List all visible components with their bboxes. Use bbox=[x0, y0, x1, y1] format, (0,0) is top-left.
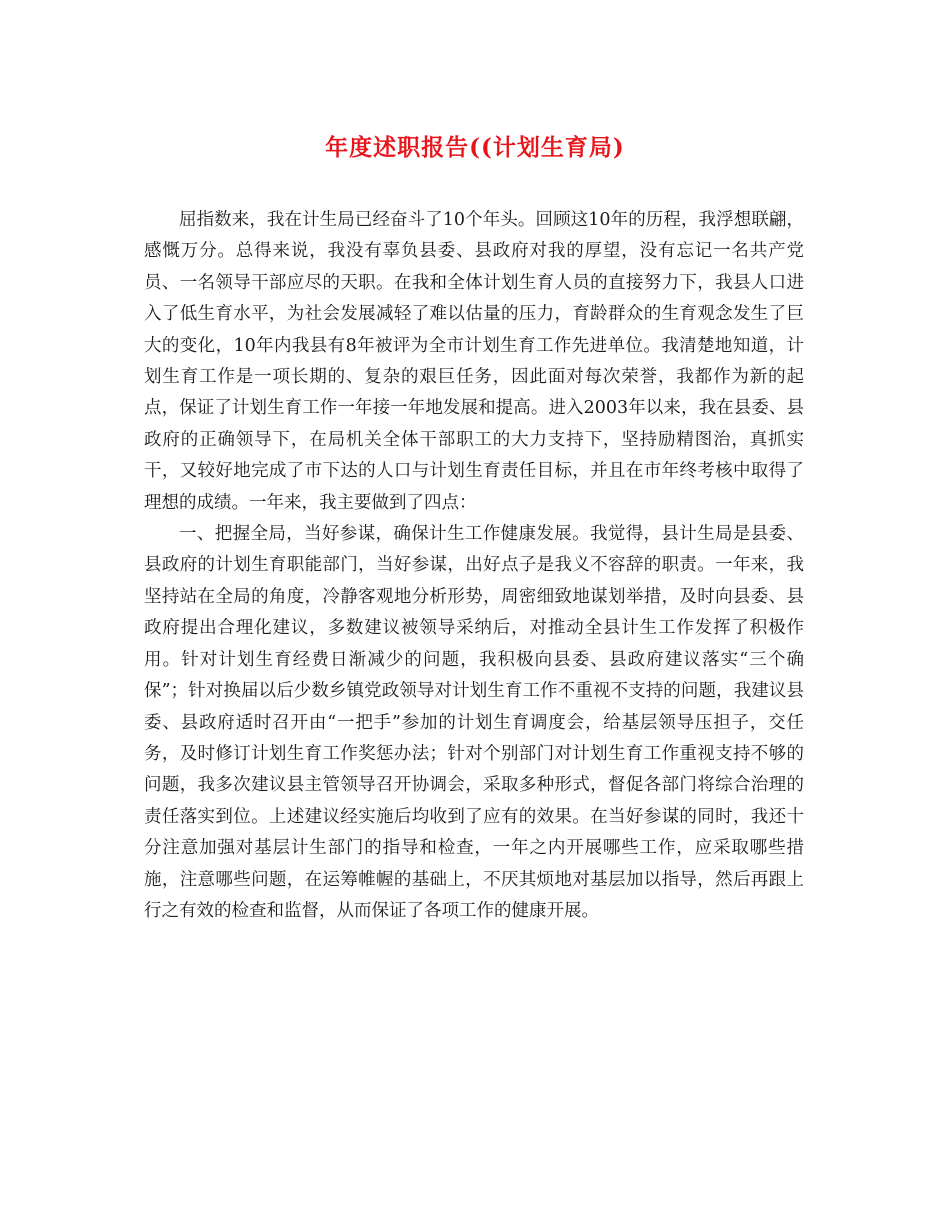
document-body bbox=[144, 205, 804, 927]
document-title: 年度述职报告((计划生育局) bbox=[325, 134, 625, 161]
paragraph-point-one: 一、把握全局，当好参谋，确保计生工作健康发展。我觉得，县计生局是县委、县政府的计划生育职能部门，当好参谋，出好点子是我义不容辞的职责。一年来，我坚持站在全局的角度，冷静客观地分析形势，周密细致地谋划举措，及时向县委、县政府提出合理化建议，多数建议被领导采纳后，对推动全县计生工作发挥了积极作用。针对计划生育经费日渐减少的问题，我积极向县委、县政府建议落实“三个确保”；针对换届以后少数乡镇党政领导对计划生育工作不重视不支持的问题，我建议县委、县政府适时召开由“一把手”参加的计划生育调度会，给基层领导压担子，交任务，及时修订计划生育工作奖惩办法；针对个别部门对计划生育工作重视支持不够的问题，我多次建议县主管领导召开协调会，采取多种形式，督促各部门将综合治理的责任落实到位。上述建议经实施后均收到了应有的效果。在当好参谋的同时，我还十分注意加强对基层计生部门的指导和检查，一年之内开展哪些工作，应采取哪些措施，注意哪些问题，在运筹帷幄的基础上，不厌其烦地对基层加以指导，然后再跟上行之有效的检查和监督，从而保证了各项工作的健康开展。 bbox=[144, 524, 804, 921]
paragraph-intro: 屈指数来，我在计生局已经奋斗了10个年头。回顾这10年的历程，我浮想联翩，感慨万分。总得来说，我没有辜负县委、县政府对我的厚望，没有忘记一名共产党员、一名领导干部应尽的天职。在我和全体计划生育人员的直接努力下，我县人口进入了低生育水平，为社会发展减轻了难以估量的压力，育龄群众的生育观念发生了巨大的变化，10年内我县有8年被评为全市计划生育工作先进单位。我清楚地知道，计划生育工作是一项长期的、复杂的艰巨任务，因此面对每次荣誉，我都作为新的起点，保证了计划生育工作一年接一年地发展和提高。进入2003年以来，我在县委、县政府的正确领导下，在局机关全体干部职工的大力支持下，坚持励精图治，真抓实干，又较好地完成了市下达的人口与计划生育责任目标，并且在市年终考核中取得了理想的成绩。一年来，我主要做到了四点： bbox=[144, 210, 804, 513]
